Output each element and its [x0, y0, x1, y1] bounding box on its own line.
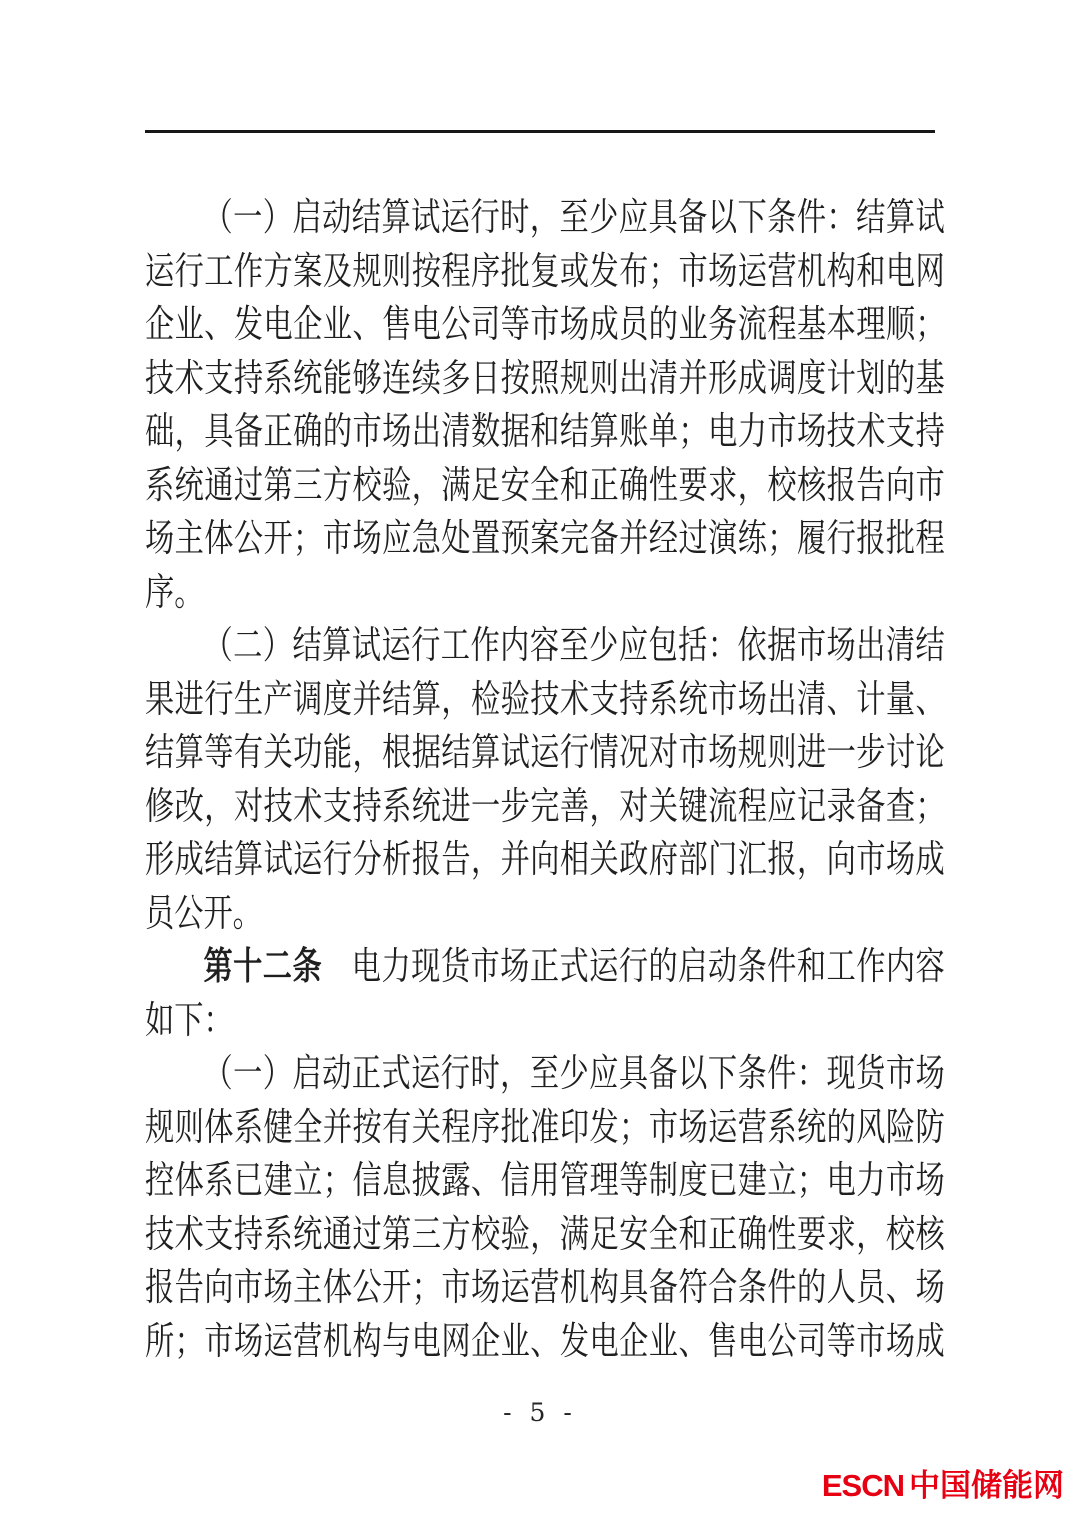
escn-watermark-logo — [822, 1470, 1064, 1502]
text-line: 技术支持系统通过第三方校验，满足安全和正确性要求，校核 — [145, 1213, 945, 1256]
text-line: （一）启动正式运行时，至少应具备以下条件：现货市场 — [203, 1053, 945, 1095]
text-line: 技术支持系统能够连续多日按照规则出清并形成调度计划的基 — [145, 357, 945, 400]
text-line: 报告向市场主体公开；市场运营机构具备符合条件的人员、场 — [145, 1267, 945, 1309]
text-line: 员公开。 — [145, 892, 262, 935]
text-line: 修改，对技术支持系统进一步完善，对关键流程应记录备查； — [145, 785, 945, 828]
text-line: 规则体系健全并按有关程序批准印发；市场运营系统的风险防 — [145, 1106, 945, 1149]
page-number: - 5 - — [503, 1398, 577, 1427]
logo-latin-text: ESCN — [821, 1468, 904, 1503]
text-line: 序。 — [145, 571, 204, 614]
text-line: （二）结算试运行工作内容至少应包括：依据市场出清结 — [203, 625, 945, 667]
text-line: （一）启动结算试运行时，至少应具备以下条件：结算试 — [203, 197, 945, 239]
text-line: 所；市场运营机构与电网企业、发电企业、售电公司等市场成 — [145, 1320, 945, 1363]
text-line: 础，具备正确的市场出清数据和结算账单；电力市场技术支持 — [145, 411, 945, 453]
header-rule — [145, 130, 935, 133]
text-line: 果进行生产调度并结算，检验技术支持系统市场出清、计量、 — [145, 678, 945, 721]
article-number: 第十二条 — [203, 946, 323, 988]
document-body — [145, 192, 945, 1369]
logo-cjk-text: 中国储能网 — [909, 1468, 1064, 1503]
text-line: 控体系已建立；信息披露、信用管理等制度已建立；电力市场 — [145, 1160, 945, 1202]
text-line: 系统通过第三方校验，满足安全和正确性要求，校核报告向市 — [145, 464, 945, 507]
text-line: 企业、发电企业、售电公司等市场成员的业务流程基本理顺； — [145, 304, 945, 346]
text-line: 如下： — [145, 999, 233, 1042]
text-line: 第十二条 电力现货市场正式运行的启动条件和工作内容 — [203, 946, 945, 988]
text-line: 形成结算试运行分析报告，并向相关政府部门汇报，向市场成 — [145, 839, 945, 881]
text-line: 场主体公开；市场应急处置预案完备并经过演练；履行报批程 — [145, 518, 945, 560]
text-line: 运行工作方案及规则按程序批复或发布；市场运营机构和电网 — [145, 250, 945, 293]
text-line: 结算等有关功能，根据结算试运行情况对市场规则进一步讨论 — [145, 732, 945, 774]
